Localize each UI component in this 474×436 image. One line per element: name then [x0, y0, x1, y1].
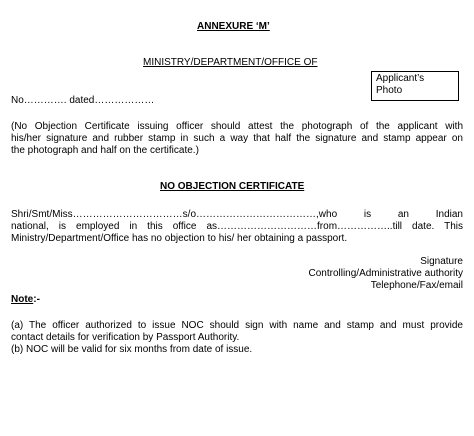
- certificate-line: Shri/Smt/Miss……………………………s/o………………………………,who is an Indian: [11, 209, 463, 220]
- certificate-body: [11, 209, 463, 245]
- signature-label: Signature: [420, 256, 463, 267]
- contact-label: Telephone/Fax/email: [370, 280, 463, 291]
- reference-no-dated: No…………. dated………………: [11, 95, 155, 106]
- authority-label: Controlling/Administrative authority: [308, 268, 463, 279]
- certificate-line: national, is employed in this office as…………………………from……………..till date. This: [11, 221, 463, 232]
- annexure-title: ANNEXURE ‘M’: [197, 21, 270, 32]
- ministry-heading: MINISTRY/DEPARTMENT/OFFICE OF: [143, 57, 318, 68]
- instruction-paragraph: [11, 121, 463, 157]
- note-a-line: contact details for verification by Passport Authority.: [11, 332, 240, 343]
- note-heading: [11, 294, 40, 306]
- certificate-line: Ministry/Department/Office has no objection to his/ her obtaining a passport.: [11, 233, 348, 244]
- photo-box-label-line2: Photo: [376, 85, 403, 96]
- instruction-line: his/her signature and rubber stamp in such a way that half the signature and stamp appear on: [11, 133, 463, 144]
- photo-box-label-line1: Applicant’s: [376, 73, 425, 84]
- instruction-line: (No Objection Certificate issuing officer should attest the photograph of the applicant with: [11, 121, 463, 132]
- certificate-title: NO OBJECTION CERTIFICATE: [160, 181, 305, 192]
- applicant-photo-box: [371, 71, 459, 101]
- note-item-a: [11, 320, 463, 344]
- note-a-line: (a) The officer authorized to issue NOC should sign with name and stamp and must provide: [11, 320, 463, 331]
- note-item-b: (b) NOC will be valid for six months from date of issue.: [11, 344, 253, 355]
- note-suffix: :-: [33, 294, 40, 305]
- note-label: Note: [11, 294, 34, 305]
- instruction-line: the photograph and half on the certificate.): [11, 145, 199, 156]
